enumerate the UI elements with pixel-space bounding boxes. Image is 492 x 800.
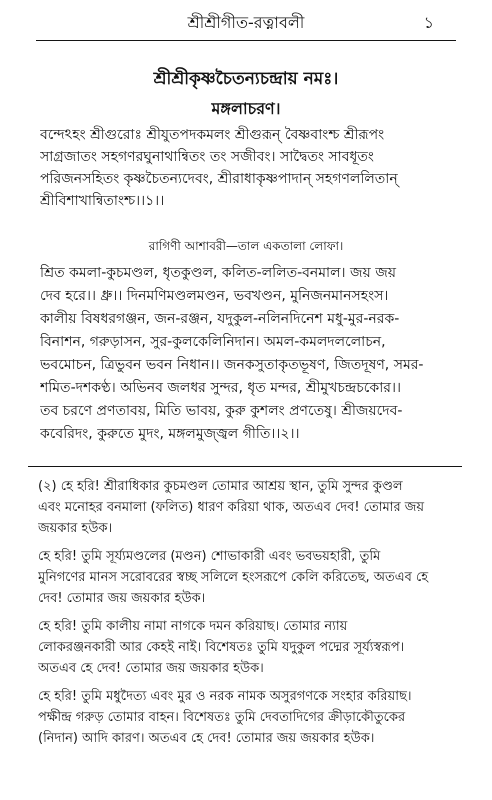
commentary-line: হে হরি! তুমি মধুদৈত্য এবং মুর ও নরক নামক অসুরগণকে সংহার করিয়াছ। [38, 689, 412, 704]
commentary-line: পক্ষীন্দ্র গরুড় তোমার বাহন। বিশেষতঃ তুমি দেবতাদিগের ক্রীড়াকৌতুকের [38, 710, 406, 725]
header-rule [36, 40, 456, 41]
song-line: কালীয় বিষধরগঞ্জন, জন-রঞ্জন, যদুকুল-নলিনদিনেশ মধু-মুর-নরক- [40, 311, 400, 327]
song-line: কবেরিদং, কুরুতে মুদং, মঙ্গলমুজ্জ্বল গীতি।।২।। [40, 426, 300, 442]
invocation-heading: শ্রীশ্রীকৃষ্ণচৈতন্যচন্দ্রায় নমঃ। [153, 69, 339, 89]
commentary-line: হে হরি! তুমি সূর্য্যমণ্ডলের (মণ্ডন) শোভাকারী এবং ভবভয়হারী, তুমি [38, 549, 381, 564]
verse-line: সাগ্রজাতং সহগণরঘুনাথান্বিতং তং সজীবং। সাদ্বৈতং সাবধূতং [40, 149, 374, 165]
commentary-line: দেব! তোমার জয় জয়কার হউক। [38, 591, 206, 606]
commentary-line: অতএব হে দেব! তোমার জয় জয়কার হউক। [38, 661, 264, 676]
verse-line: বন্দেঽহং শ্রীগুরোঃ শ্রীযুতপদকমলং শ্রীগুরূন্ বৈষ্ণবাংশ্চ শ্রীরূপং [40, 127, 385, 143]
song-line: শমিত-দশকণ্ঠ। অভিনব জলধর সুন্দর, ধৃত মন্দর, শ্রীমুখচন্দ্রচকোর।। [40, 380, 401, 396]
running-title: শ্রীশ্রীগীত-রত্নাবলী [187, 13, 305, 32]
page-number: ১ [423, 13, 434, 32]
song-line: ভবমোচন, ত্রিভুবন ভবন নিধান।। জনকসুতাকৃতভূষণ, জিতদূষণ, সমর- [40, 357, 424, 373]
commentary-divider [28, 466, 462, 467]
commentary-paragraph [38, 546, 458, 609]
commentary-paragraph [38, 476, 458, 539]
page-header [0, 4, 492, 38]
commentary-line: (নিদান) আদি কারণ। অতএব হে দেব! তোমার জয় জয়কার হউক। [38, 731, 375, 746]
verse-line: শ্রীবিশাখান্বিতাংশ্চ।।১।। [40, 193, 165, 209]
song-line: দেব হরে।। ধ্রু।। দিনমণিমণ্ডলমণ্ডন, ভবখণ্ডন, মুনিজনমানসহংস। [40, 288, 389, 304]
song-line: বিনাশন, গরুড়াসন, সুর-কুলকেলিনিদান। অমল-কমলদললোচন, [40, 334, 386, 350]
song-line: তব চরণে প্রণতাবয়, মিতি ভাবয়, কুরু কুশলং প্রণতেষু। শ্রীজয়দেব- [40, 403, 403, 419]
song-text [40, 262, 456, 446]
commentary-paragraph [38, 686, 458, 749]
section-heading: মঙ্গলাচরণ। [211, 99, 281, 118]
commentary [38, 476, 458, 756]
commentary-line: এবং মনোহর বনমালা (ফলিত) ধারণ করিয়া থাক, অতএব দেব! তোমার জয় [38, 500, 425, 515]
commentary-line: মুনিগণের মানস সরোবরের স্বচ্ছ সলিলে হংসরূপে কেলি করিতেছ, অতএব হে [38, 570, 429, 585]
commentary-line: হে হরি! তুমি কালীয় নামা নাগকে দমন করিয়াছ। তোমার ন্যায় [38, 619, 348, 634]
commentary-line: জয়কার হউক। [38, 521, 113, 536]
commentary-line: লোকরঞ্জনকারী আর কেহই নাই। বিশেষতঃ তুমি যদুকুল পদ্মের সূর্য্যস্বরূপ। [38, 640, 405, 655]
verse-line: পরিজনসহিতং কৃষ্ণচৈতন্যদেবং, শ্রীরাধাকৃষ্ণপাদান্ সহগণললিতান্ [40, 171, 398, 187]
commentary-line: (২) হে হরি! শ্রীরাধিকার কুচমণ্ডল তোমার আশ্রয় স্থান, তুমি সুন্দর কুণ্ডল [38, 479, 403, 494]
song-line: শ্রিত কমলা-কুচমণ্ডল, ধৃতকুণ্ডল, কলিত-ললিত-বনমাল। জয় জয় [40, 265, 396, 281]
commentary-paragraph [38, 616, 458, 679]
invocation-verse [40, 124, 456, 212]
raga-tala-line: রাগিণী আশাবরী—তাল একতালা লোফা। [148, 239, 344, 253]
